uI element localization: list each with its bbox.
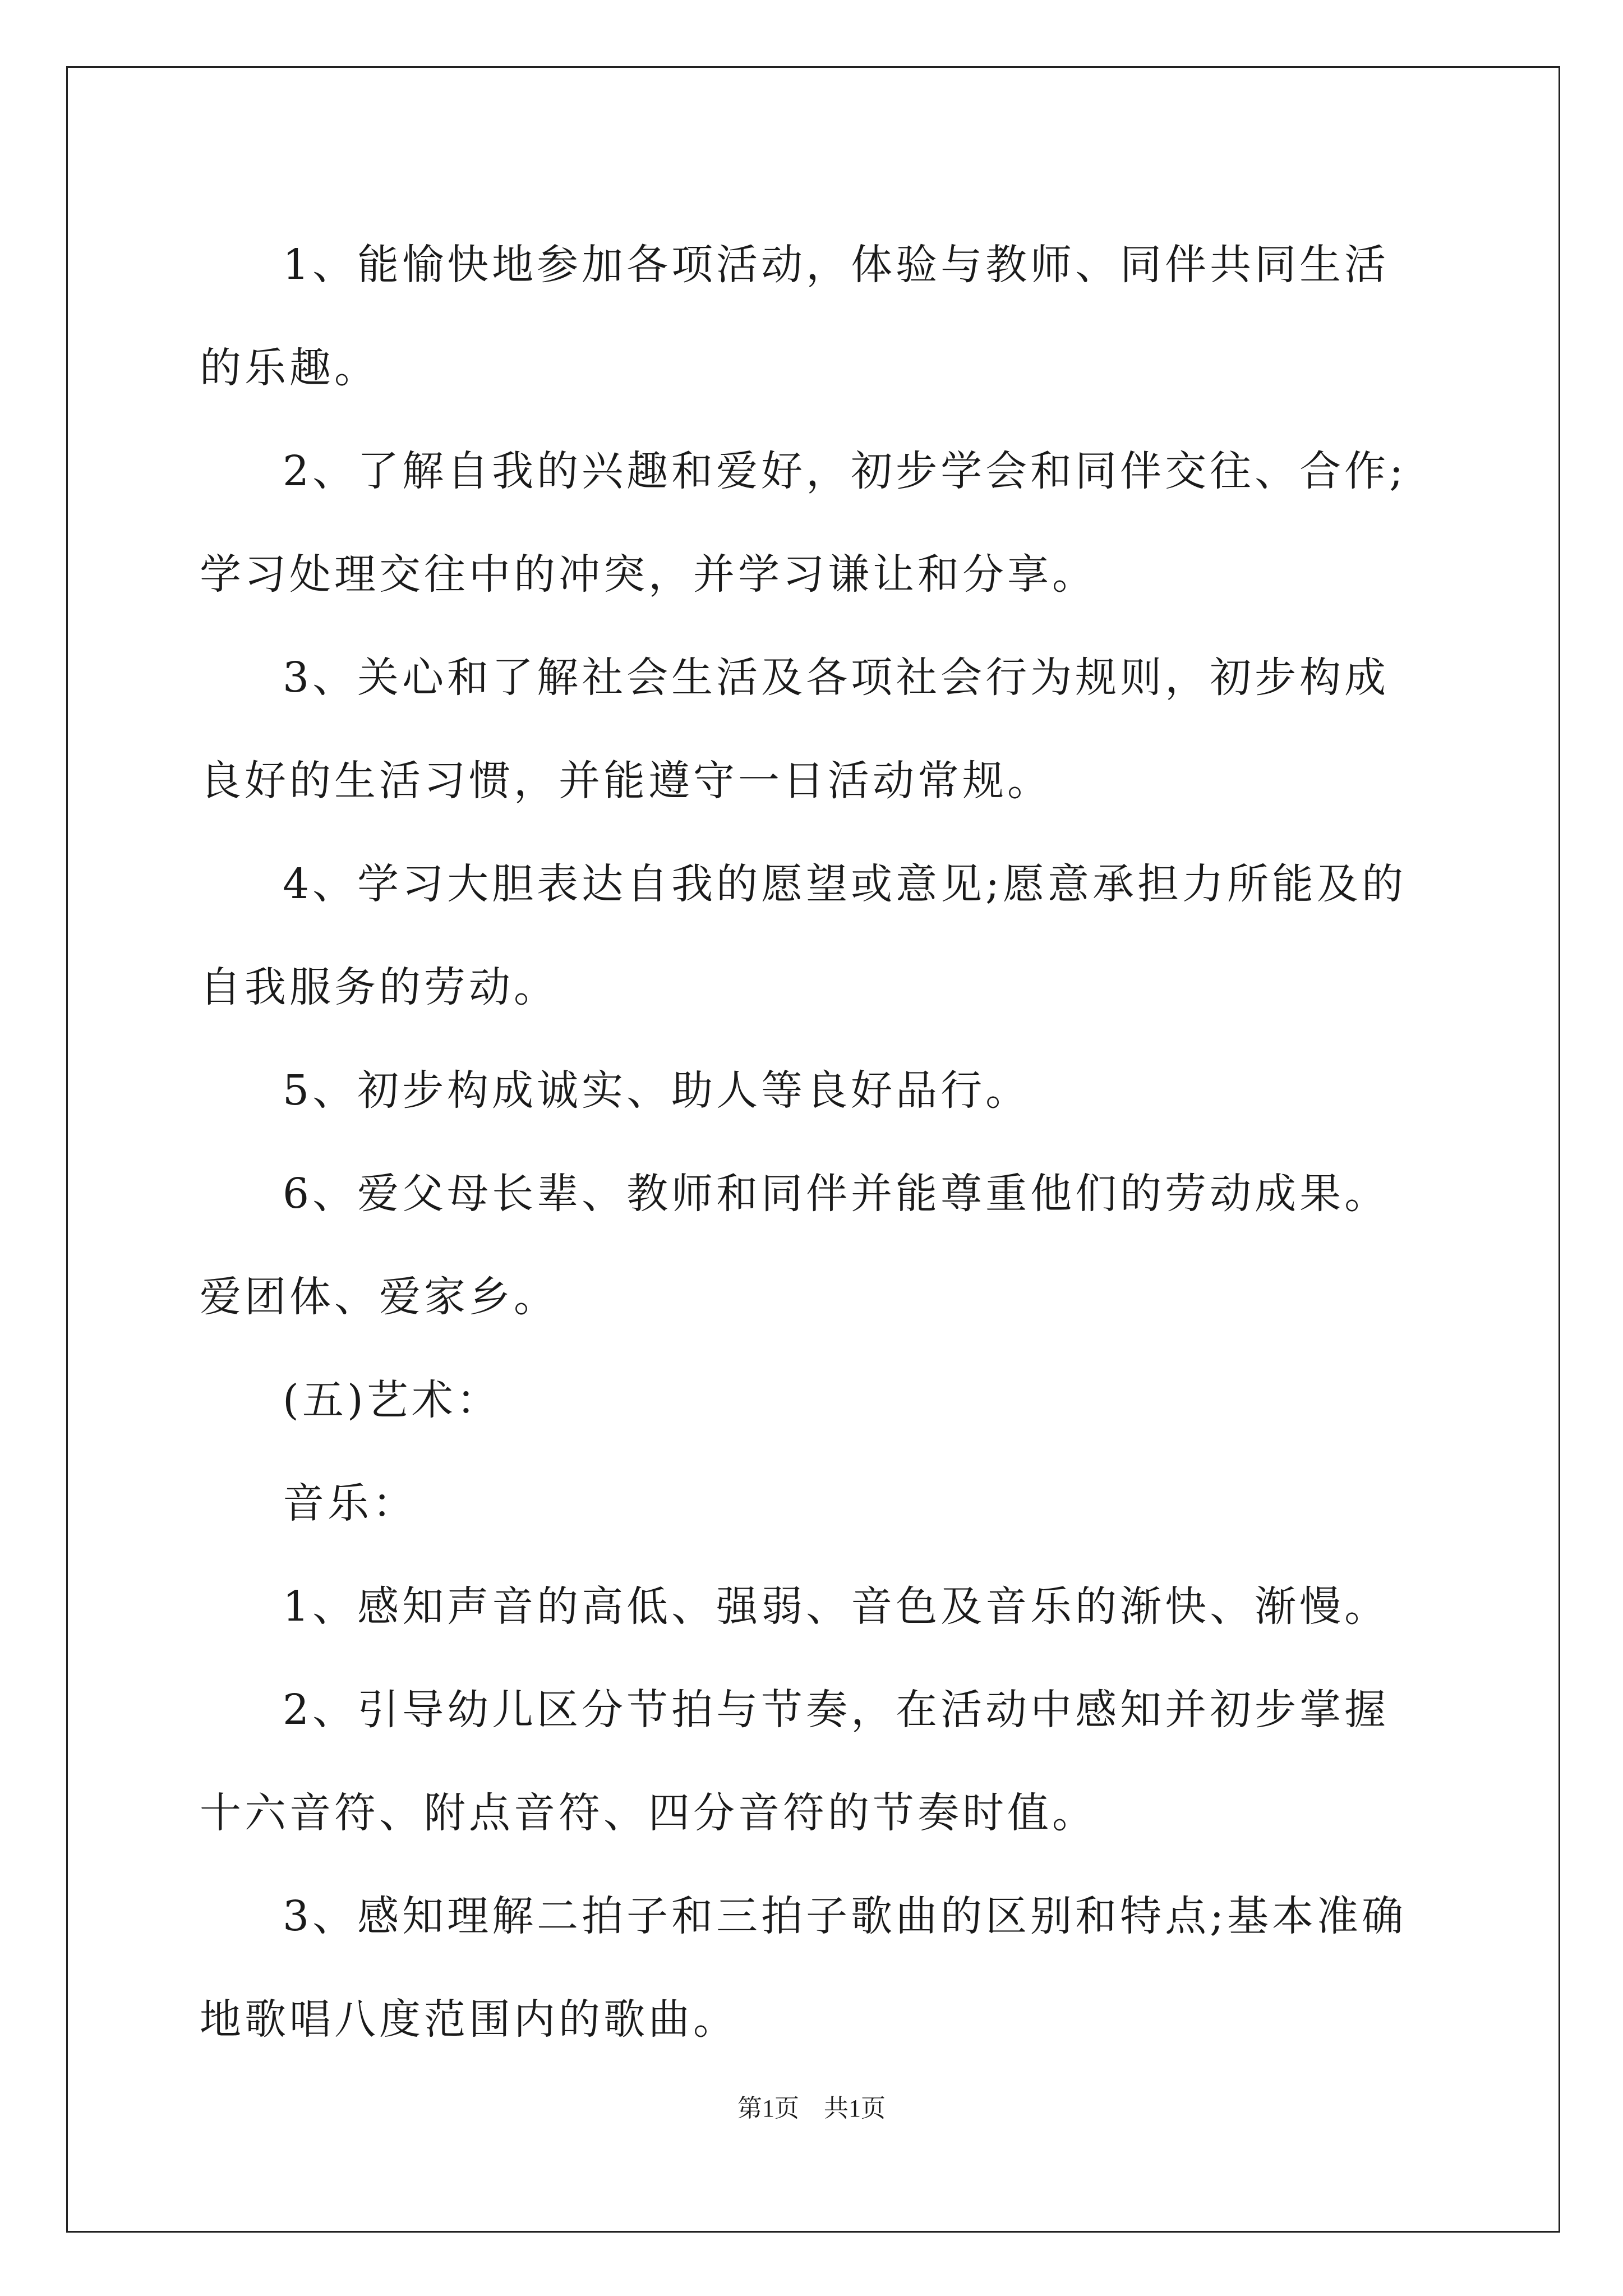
page-number: 第1页: [737, 2095, 799, 2122]
section-heading: (五)艺术：: [283, 1376, 501, 1424]
page-footer: [0, 2088, 1623, 2124]
paragraph: 2、引导幼儿区分节拍与节奏，在活动中感知并初步掌握十六音符、附点音符、四分音符的节奏时值。: [200, 1686, 1390, 1837]
paragraph: 4、学习大胆表达自我的愿望或意见;愿意承担力所能及的自我服务的劳动。: [200, 860, 1407, 1011]
paragraph: 2、了解自我的兴趣和爱好，初步学会和同伴交往、合作;学习处理交往中的冲突，并学习谦让和分享。: [200, 447, 1407, 599]
paragraph: 3、关心和了解社会生活及各项社会行为规则，初步构成良好的生活习惯，并能遵守一日活动常规。: [200, 654, 1390, 805]
document-body: [200, 213, 1433, 2071]
subsection-heading: 音乐：: [283, 1479, 417, 1527]
page-total: 共1页: [824, 2095, 886, 2122]
paragraph: 3、感知理解二拍子和三拍子歌曲的区别和特点;基本准确地歌唱八度范围内的歌曲。: [200, 1892, 1407, 2044]
paragraph: 6、爱父母长辈、教师和同伴并能尊重他们的劳动成果。爱团体、爱家乡。: [200, 1170, 1390, 1321]
paragraph: 1、感知声音的高低、强弱、音色及音乐的渐快、渐慢。: [283, 1582, 1390, 1631]
paragraph: 1、能愉快地参加各项活动，体验与教师、同伴共同生活的乐趣。: [200, 241, 1390, 392]
paragraph: 5、初步构成诚实、助人等良好品行。: [283, 1066, 1031, 1115]
